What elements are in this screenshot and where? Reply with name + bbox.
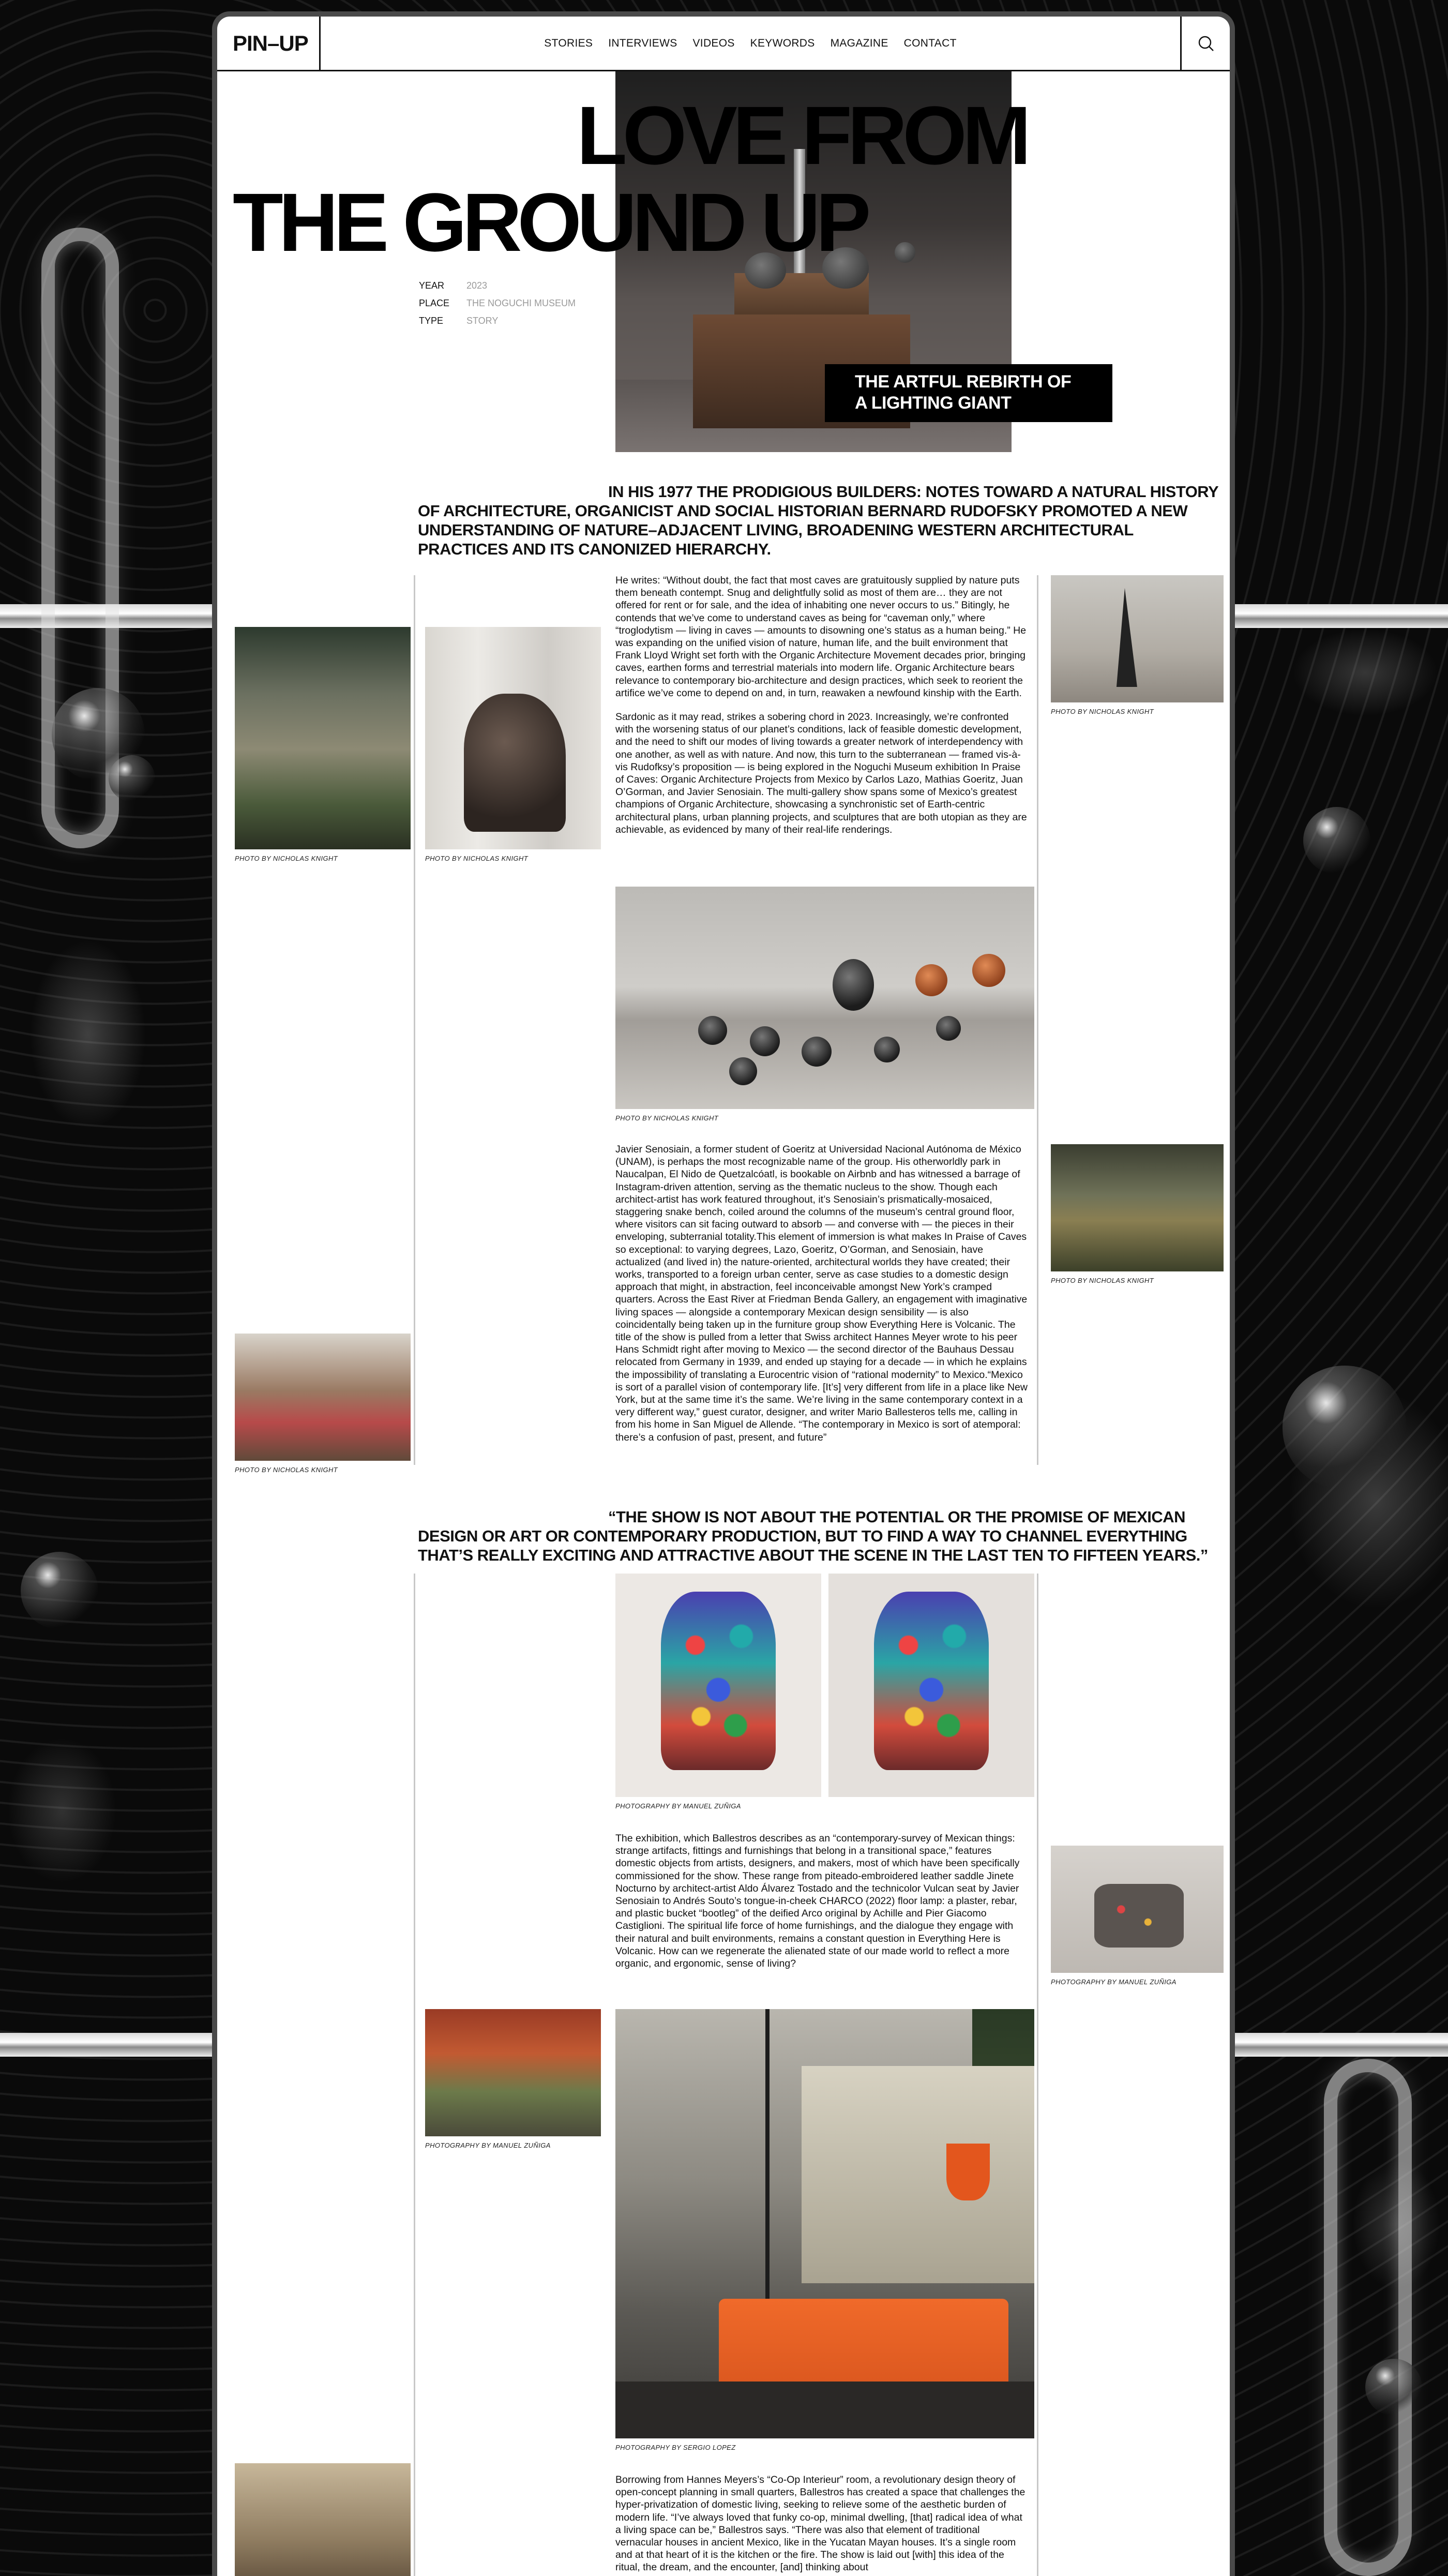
nav-magazine[interactable]: MAGAZINE xyxy=(830,37,888,49)
nav-keywords[interactable]: KEYWORDS xyxy=(750,37,815,49)
photo-caption: PHOTO BY NICHOLAS KNIGHT xyxy=(235,1466,338,1474)
photo-vase-2 xyxy=(828,1574,1034,1797)
nav-stories[interactable]: STORIES xyxy=(544,37,593,49)
column-rule xyxy=(1037,575,1038,1465)
photo-snake-bench xyxy=(235,1334,411,1461)
photo-caption: PHOTO BY NICHOLAS KNIGHT xyxy=(615,1114,719,1122)
column-rule xyxy=(414,575,415,1465)
headline-line-1: LOVE FROM xyxy=(577,89,1027,182)
paragraph: He writes: “Without doubt, the fact that most caves are gratuitously supplied by nature puts them beneath contempt. Snug and delightfully solid as most of them are… they are not offered for rent or for sale, and the idea of inhabiting one never occurs to us.” Bitingly, he contends that we’ve come to understand caves as being for “caveman only,” where “troglodytism — living in caves — amounts to disowning one’s status as a human being.” He was expanding on the unified vision of nature, human life, and the built environment that Frank Lloyd Wright set forth with the Organic Architecture Movement decades prior, bringing caves, earthen forms and terrestrial materials into modern life. Organic Architecture bears relevance to contemporary bio-architecture and design practices, which seek to reorient the artifice we’ve come to depend on and, in turn, reawaken a newfound kinship with the Earth. xyxy=(615,575,1027,699)
article-body-4 xyxy=(615,2474,1029,2576)
photo-caption: PHOTOGRAPHY BY MANUEL ZUÑIGA xyxy=(615,1802,741,1810)
nav-interviews[interactable]: INTERVIEWS xyxy=(608,37,677,49)
chrome-stripe xyxy=(0,2033,212,2057)
article-meta xyxy=(419,277,576,330)
article-body-3 xyxy=(615,1832,1029,1981)
photo-architecture-model xyxy=(1051,1144,1224,1271)
column-rule xyxy=(414,1574,415,2576)
meta-type-value[interactable]: STORY xyxy=(466,316,499,326)
photo-sculpture xyxy=(425,627,601,849)
chrome-bubble xyxy=(1303,807,1370,874)
site-logo[interactable]: PIN–UP xyxy=(217,17,321,70)
photo-caption: PHOTOGRAPHY BY MANUEL ZUÑIGA xyxy=(425,2141,551,2149)
meta-year-label: YEAR xyxy=(419,280,445,291)
site-header xyxy=(217,17,1230,71)
hero-subtitle: THE ARTFUL REBIRTH OF A LIGHTING GIANT xyxy=(825,364,1112,422)
article-body-1 xyxy=(615,574,1029,847)
chrome-bubble xyxy=(1365,2359,1422,2416)
chrome-bubble xyxy=(21,1552,98,1629)
article-lead: IN HIS 1977 THE PRODIGIOUS BUILDERS: NOTES TOWARD A NATURAL HISTORY OF ARCHITECTURE, ORGANICIST AND SOCIAL HISTORIAN BERNARD RUDOFSKY PROMOTED A NEW UNDERSTANDING OF NATURE–ADJACENT LIVING, BROADENING WESTERN ARCHITECTURAL PRACTICES AND ITS CANONIZED HIERARCHY. xyxy=(418,483,1218,558)
photo-gallery-space xyxy=(1051,575,1224,702)
chrome-ring xyxy=(1324,2059,1412,2576)
meta-place-label: PLACE xyxy=(419,298,450,308)
paragraph: Sardonic as it may read, strikes a sobering chord in 2023. Increasingly, we’re confronted with the worsening status of our planet’s conditions, lack of feasible domestic development, and the need to shift our modes of living towards a greater network of interdependency with one another, as well as with nature. And now, this turn to the subterranean — framed vis-à-vis Rudofksy’s proposition — is being explored in the Noguchi Museum exhibition In Praise of Caves: Organic Architecture Projects from Mexico by Carlos Lazo, Mathias Goeritz, Juan O’Gorman, and Javier Senosiain. The multi-gallery show spans some of Mexico’s greatest champions of Organic Architecture, showcasing a synchronistic set of Earth-centric architectural plans, urban planning projects, and sculptures that are both utopian as they are achievable, as evidenced by many of their real-life renderings. xyxy=(615,711,1027,835)
search-button[interactable] xyxy=(1180,17,1230,70)
paragraph: Borrowing from Hannes Meyers’s “Co-Op Interieur” room, a revolutionary design theory of open-concept planning in small quarters, Ballestros has created a space that challenges the hyper-privatization of domestic living, seeking to relieve some of the aesthetic burden of modern life. “I’ve always loved that funky co-op, minimal dwelling, [that] radical idea of what a living space can be,” Ballestros says. “There was also that element of traditional vernacular houses in ancient Mexico, like in the Yucatan Mayan houses. It’s a single room and at that heart of it is the kitchen or the fire. The show is laid out [with] this idea of the ritual, the dream, and the encounter, [and] thinking about xyxy=(615,2474,1025,2573)
chrome-stripe xyxy=(1235,604,1448,628)
photo-caption: PHOTOGRAPHY BY MANUEL ZUÑIGA xyxy=(1051,1978,1176,1986)
photo-street-lamp xyxy=(615,2009,1034,2438)
article-body-2 xyxy=(615,1143,1029,1455)
photo-caption: PHOTO BY NICHOLAS KNIGHT xyxy=(1051,1277,1154,1284)
search-icon xyxy=(1197,35,1215,52)
article-page xyxy=(212,11,1235,2576)
paragraph: The exhibition, which Ballestros describes as an “contemporary-survey of Mexican things: strange artifacts, fittings and furnishings that belong in a transitional space,” features domestic objects from artists, designers, and makers, most of which have been specifically commissioned for the show. These range from piteado-embroidered leather saddle Jinete Nocturno by architect-artist Aldo Álvarez Tostado and the technicolor Vulcan seat by Javier Senosiain to Andrés Souto’s tongue-in-cheek CHARCO (2022) floor lamp: a plaster, rebar, and plastic bucket “bootleg” of the deified Arco original by Achille and Pier Giacomo Castiglioni. The spiritual life force of home furnishings, and the dialogue they engage with their natural and built environments, remains a constant question in Everything Here is Volcanic. How can we regenerate the alienated state of our made world to reflect a more organic, and ergonomic, sense of living? xyxy=(615,1833,1020,1970)
pull-quote: “THE SHOW IS NOT ABOUT THE POTENTIAL OR THE PROMISE OF MEXICAN DESIGN OR ART OR CONTEMPORARY PRODUCTION, BUT TO FIND A WAY TO CHANNEL EVERYTHING THAT’S REALLY EXCITING AND ATTRACTIVE ABOUT THE SCENE IN THE LAST TEN TO FIFTEEN YEARS.” xyxy=(418,1508,1208,1564)
chrome-bubble xyxy=(109,755,155,802)
photo-caption: PHOTO BY NICHOLAS KNIGHT xyxy=(235,855,338,862)
photo-caption: PHOTO BY NICHOLAS KNIGHT xyxy=(425,855,529,862)
photo-vase-1 xyxy=(615,1574,821,1797)
meta-type-label: TYPE xyxy=(419,316,444,326)
photo-ceramic-heads xyxy=(615,887,1034,1109)
photo-ceramic-dog xyxy=(1051,1846,1224,1973)
nav-contact[interactable]: CONTACT xyxy=(903,37,957,49)
photo-interior-room xyxy=(235,2463,411,2576)
photo-field-sculpture xyxy=(425,2009,601,2136)
meta-place-value[interactable]: THE NOGUCHI MUSEUM xyxy=(466,298,576,308)
photo-caption: PHOTOGRAPHY BY SERGIO LOPEZ xyxy=(615,2444,736,2451)
nav-videos[interactable]: VIDEOS xyxy=(692,37,735,49)
column-rule xyxy=(1037,1574,1038,2576)
chrome-stripe xyxy=(1235,2033,1448,2057)
photo-caption: PHOTO BY NICHOLAS KNIGHT xyxy=(1051,708,1154,715)
paragraph: Javier Senosiain, a former student of Goeritz at Universidad Nacional Autónoma de México (UNAM), is perhaps the most recognizable name of the group. His otherworldly park in Naucalpan, El Nido de Quetzalcóatl, is bookable on Airbnb and has witnessed a barrage of Instagram-driven attention, serving as the thematic nucleus to the show. Though each architect-artist has work featured throughout, it’s Senosiain’s prismatically-mosaiced, staggering snake bench, coiled around the columns of the museum’s central ground floor, where visitors can sit facing outward to absorb — and converse with — the pieces in their enveloping, subterranial totality.This element of immersion is what makes In Praise of Caves so exceptional: to varying degrees, Lazo, Goeritz, O’Gorman, and Senosiain, have actualized (and lived in) the nature-oriented, architectural worlds they have created; their works, transported to a foreign urban center, serve as case studies to a domestic design approach that might, in abstraction, feel inconceivable amongst New York’s cramped quarters. Across the East River at Friedman Benda Gallery, an engagement with imaginative living spaces — alongside a contemporary Mexican design sensibility — is also coincidentally being taken up in the furniture group show Everything Here is Volcanic. The title of the show is pulled from a letter that Swiss architect Hannes Meyer wrote to his peer Hans Schmidt right after moving to Mexico — the second director of the Bauhaus Dessau relocated from Germany in 1939, and ended up staying for a decade — in which he explains the impossibility of translating a Eurocentric vision of “rational modernity” to Mexico.“Mexico is sort of a parallel vision of contemporary life. [It’s] very different from life in a place like New York, but at the same time it’s the same. We’re living in the same contemporary context in a very different way,” guest curator, designer, and writer Mario Ballesteros tells me, calling in from his home in San Miguel de Allende. “The contemporary in Mexico is sort of atemporal: there’s a confusion of past, present, and future” xyxy=(615,1144,1028,1443)
photo-forest-house xyxy=(235,627,411,849)
meta-year-value: 2023 xyxy=(466,280,488,291)
main-nav xyxy=(321,37,1180,50)
headline-line-2: THE GROUND UP xyxy=(233,176,867,268)
chrome-bubble xyxy=(1283,1366,1407,1490)
